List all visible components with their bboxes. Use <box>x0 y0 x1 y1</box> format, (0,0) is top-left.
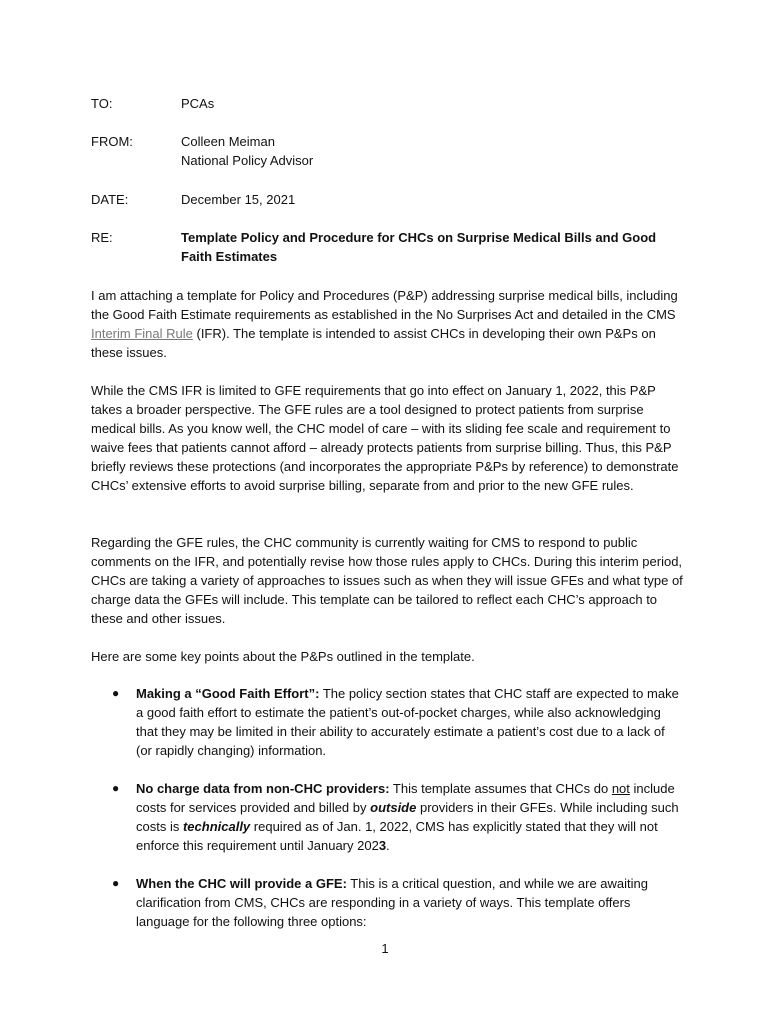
from-value <box>181 132 681 170</box>
bullet-good-faith-effort <box>112 684 682 760</box>
bullet-no-charge-data <box>112 779 682 855</box>
intro-text-start: I am attaching a template for Policy and Procedures (P&P) addressing surprise medical bills, including the Good Faith Estimate requirements as established in the No Surprises Act and detailed in the CMS <box>91 288 678 322</box>
from-name: Colleen Meiman <box>181 134 275 149</box>
bullet-body: providers in their GFEs. While including such costs is <box>136 800 679 834</box>
bullet-body: The policy section states that CHC staff are expected to make a good faith effort to estimate the patient’s out-of-pocket charges, while also acknowledging that they may be limited in their ability to accurately estimate a patient’s cost due to a lack of (or rapidly changing) information. <box>136 686 679 758</box>
paragraph-gfe-rules: Regarding the GFE rules, the CHC community is currently waiting for CMS to respond to public comments on the IFR, and potentially revise how those rules apply to CHCs. During this interim period, CHCs are taking a variety of approaches to issues such as when they will issue GFEs and what type of charge data the GFEs will include. This template can be tailored to reflect each CHC’s approach to these and other issues. <box>91 535 683 626</box>
bullet-title: No charge data from non-CHC providers: <box>136 781 390 796</box>
memo-to-row <box>91 94 681 113</box>
re-label: RE: <box>91 230 113 245</box>
emphasis-not: not <box>611 781 630 796</box>
emphasis-year-digit: 3 <box>378 838 387 853</box>
re-subject: Template Policy and Procedure for CHCs on Surprise Medical Bills and Good Faith Estimates <box>181 230 657 264</box>
bullet-icon: ● <box>112 781 120 795</box>
bullet-title: When the CHC will provide a GFE: <box>136 876 347 891</box>
bullet-body: include costs for services provided and billed by <box>136 781 675 815</box>
bullet-body: This template assumes that CHCs do <box>389 781 612 796</box>
memo-re-row <box>91 228 666 266</box>
bullet-icon: ● <box>112 686 120 700</box>
date-value: December 15, 2021 <box>181 192 296 207</box>
bullet-body: This is a critical question, and while we are awaiting clarification from CMS, CHCs are responding in a variety of ways. This template offers language for the following three options: <box>136 876 648 929</box>
page-number: 1 <box>381 941 389 956</box>
paragraph-intro <box>91 286 687 362</box>
bullet-when-provide-gfe <box>112 874 682 931</box>
emphasis-technically: technically <box>182 819 251 834</box>
interim-final-rule-link[interactable]: Interim Final Rule <box>91 326 193 341</box>
memo-date-row <box>91 190 681 209</box>
from-label: FROM: <box>91 134 133 149</box>
bullet-icon: ● <box>112 876 120 890</box>
to-value: PCAs <box>181 96 215 111</box>
paragraph-broader-perspective: While the CMS IFR is limited to GFE requirements that go into effect on January 1, 2022, this P&P takes a broader perspective. The GFE rules are a tool designed to protect patients from surprise medical bills. As you know well, the CHC model of care – with its sliding fee scale and requirement to waive fees that patients cannot afford – already protects patients from surprise billing. Thus, this P&P briefly reviews these protections (and incorporates the appropriate P&Ps by reference) to demonstrate CHCs’ extensive efforts to avoid surprise billing, separate from and prior to the new GFE rules. <box>91 383 679 493</box>
paragraph-key-points: Here are some key points about the P&Ps outlined in the template. <box>91 649 475 664</box>
to-label: TO: <box>91 96 113 111</box>
bullet-body: required as of Jan. 1, 2022, CMS has explicitly stated that they will not enforce this requirement until January 202 <box>136 819 658 853</box>
emphasis-outside: outside <box>370 800 417 815</box>
bullet-title: Making a “Good Faith Effort”: <box>136 686 320 701</box>
from-title: National Policy Advisor <box>181 153 314 168</box>
date-label: DATE: <box>91 192 129 207</box>
memo-from-row <box>91 132 681 170</box>
bullet-body: . <box>386 838 390 853</box>
intro-text-end: (IFR). The template is intended to assist CHCs in developing their own P&Ps on these issues. <box>91 326 656 360</box>
